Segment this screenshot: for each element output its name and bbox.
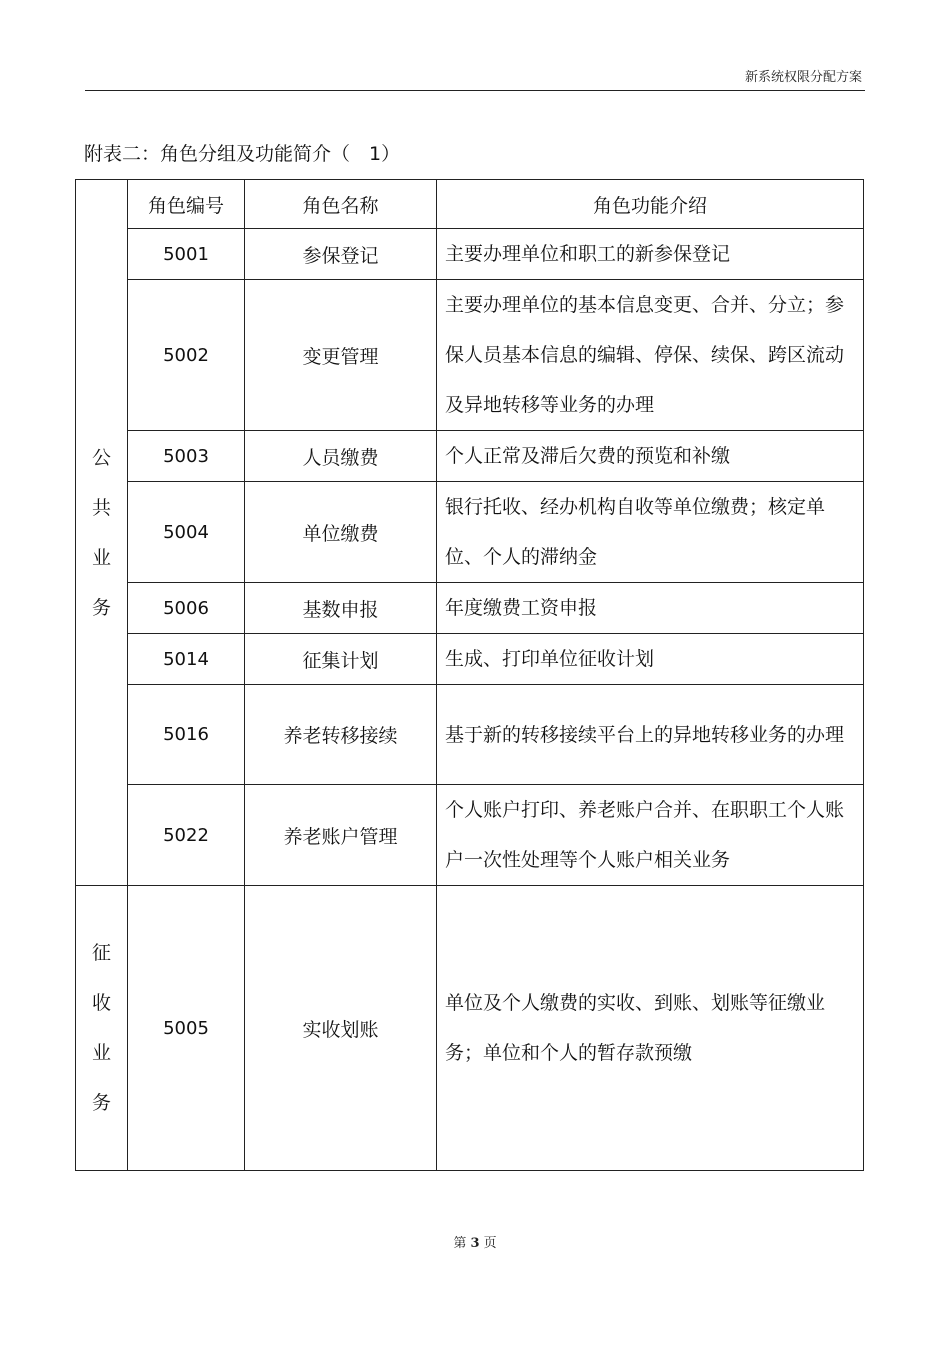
running-header-title: 新系统权限分配方案 xyxy=(744,70,862,85)
table-header-row xyxy=(76,180,864,229)
role-name: 养老转移接续 xyxy=(245,685,437,785)
group-char: 征 xyxy=(91,942,111,964)
table-row xyxy=(76,229,864,280)
role-table xyxy=(75,179,864,1171)
column-header-role-function: 角色功能介绍 xyxy=(437,180,864,229)
role-description: 主要办理单位和职工的新参保登记 xyxy=(437,229,864,280)
table-row xyxy=(76,886,864,1171)
role-description: 主要办理单位的基本信息变更、合并、分立；参保人员基本信息的编辑、停保、续保、跨区流动及异地转移等业务的办理 xyxy=(437,280,864,431)
role-description: 单位及个人缴费的实收、到账、划账等征缴业务；单位和个人的暂存款预缴 xyxy=(437,886,864,1171)
role-id: 5002 xyxy=(128,280,245,431)
table-row xyxy=(76,431,864,482)
role-name: 养老账户管理 xyxy=(245,785,437,886)
group-char: 务 xyxy=(91,596,111,619)
role-id: 5022 xyxy=(128,785,245,886)
footer-prefix: 第 xyxy=(453,1236,467,1251)
role-id: 5006 xyxy=(128,583,245,634)
table-row xyxy=(76,583,864,634)
role-description: 基于新的转移接续平台上的异地转移业务的办理 xyxy=(437,685,864,785)
table-row xyxy=(76,685,864,785)
header-rule xyxy=(85,90,865,91)
role-name: 征集计划 xyxy=(245,634,437,685)
role-name: 单位缴费 xyxy=(245,482,437,583)
column-header-role-name: 角色名称 xyxy=(245,180,437,229)
role-id: 5014 xyxy=(128,634,245,685)
group-char: 公 xyxy=(91,446,111,469)
group-char: 共 xyxy=(91,496,111,519)
group-char: 业 xyxy=(91,1042,111,1064)
group-cell-collection xyxy=(76,886,128,1171)
role-description: 个人正常及滞后欠费的预览和补缴 xyxy=(437,431,864,482)
group-cell-public xyxy=(76,180,128,886)
role-name: 基数申报 xyxy=(245,583,437,634)
group-char: 收 xyxy=(91,992,111,1014)
page-number: 3 xyxy=(470,1236,480,1251)
table-row xyxy=(76,482,864,583)
group-char: 业 xyxy=(91,546,111,569)
role-id: 5005 xyxy=(128,886,245,1171)
role-id: 5016 xyxy=(128,685,245,785)
table-row xyxy=(76,280,864,431)
table-caption: 附表二：角色分组及功能简介（ 1） xyxy=(84,143,401,165)
table-row xyxy=(76,785,864,886)
role-name: 实收划账 xyxy=(245,886,437,1171)
footer-suffix: 页 xyxy=(483,1236,497,1251)
role-id: 5003 xyxy=(128,431,245,482)
role-name: 参保登记 xyxy=(245,229,437,280)
role-description: 生成、打印单位征收计划 xyxy=(437,634,864,685)
role-description: 年度缴费工资申报 xyxy=(437,583,864,634)
table-row xyxy=(76,634,864,685)
role-description: 个人账户打印、养老账户合并、在职职工个人账户一次性处理等个人账户相关业务 xyxy=(437,785,864,886)
role-id: 5001 xyxy=(128,229,245,280)
role-id: 5004 xyxy=(128,482,245,583)
page-footer xyxy=(0,1232,950,1251)
group-char: 务 xyxy=(91,1092,111,1114)
column-header-role-id: 角色编号 xyxy=(128,180,245,229)
role-name: 人员缴费 xyxy=(245,431,437,482)
role-description: 银行托收、经办机构自收等单位缴费；核定单位、个人的滞纳金 xyxy=(437,482,864,583)
role-name: 变更管理 xyxy=(245,280,437,431)
